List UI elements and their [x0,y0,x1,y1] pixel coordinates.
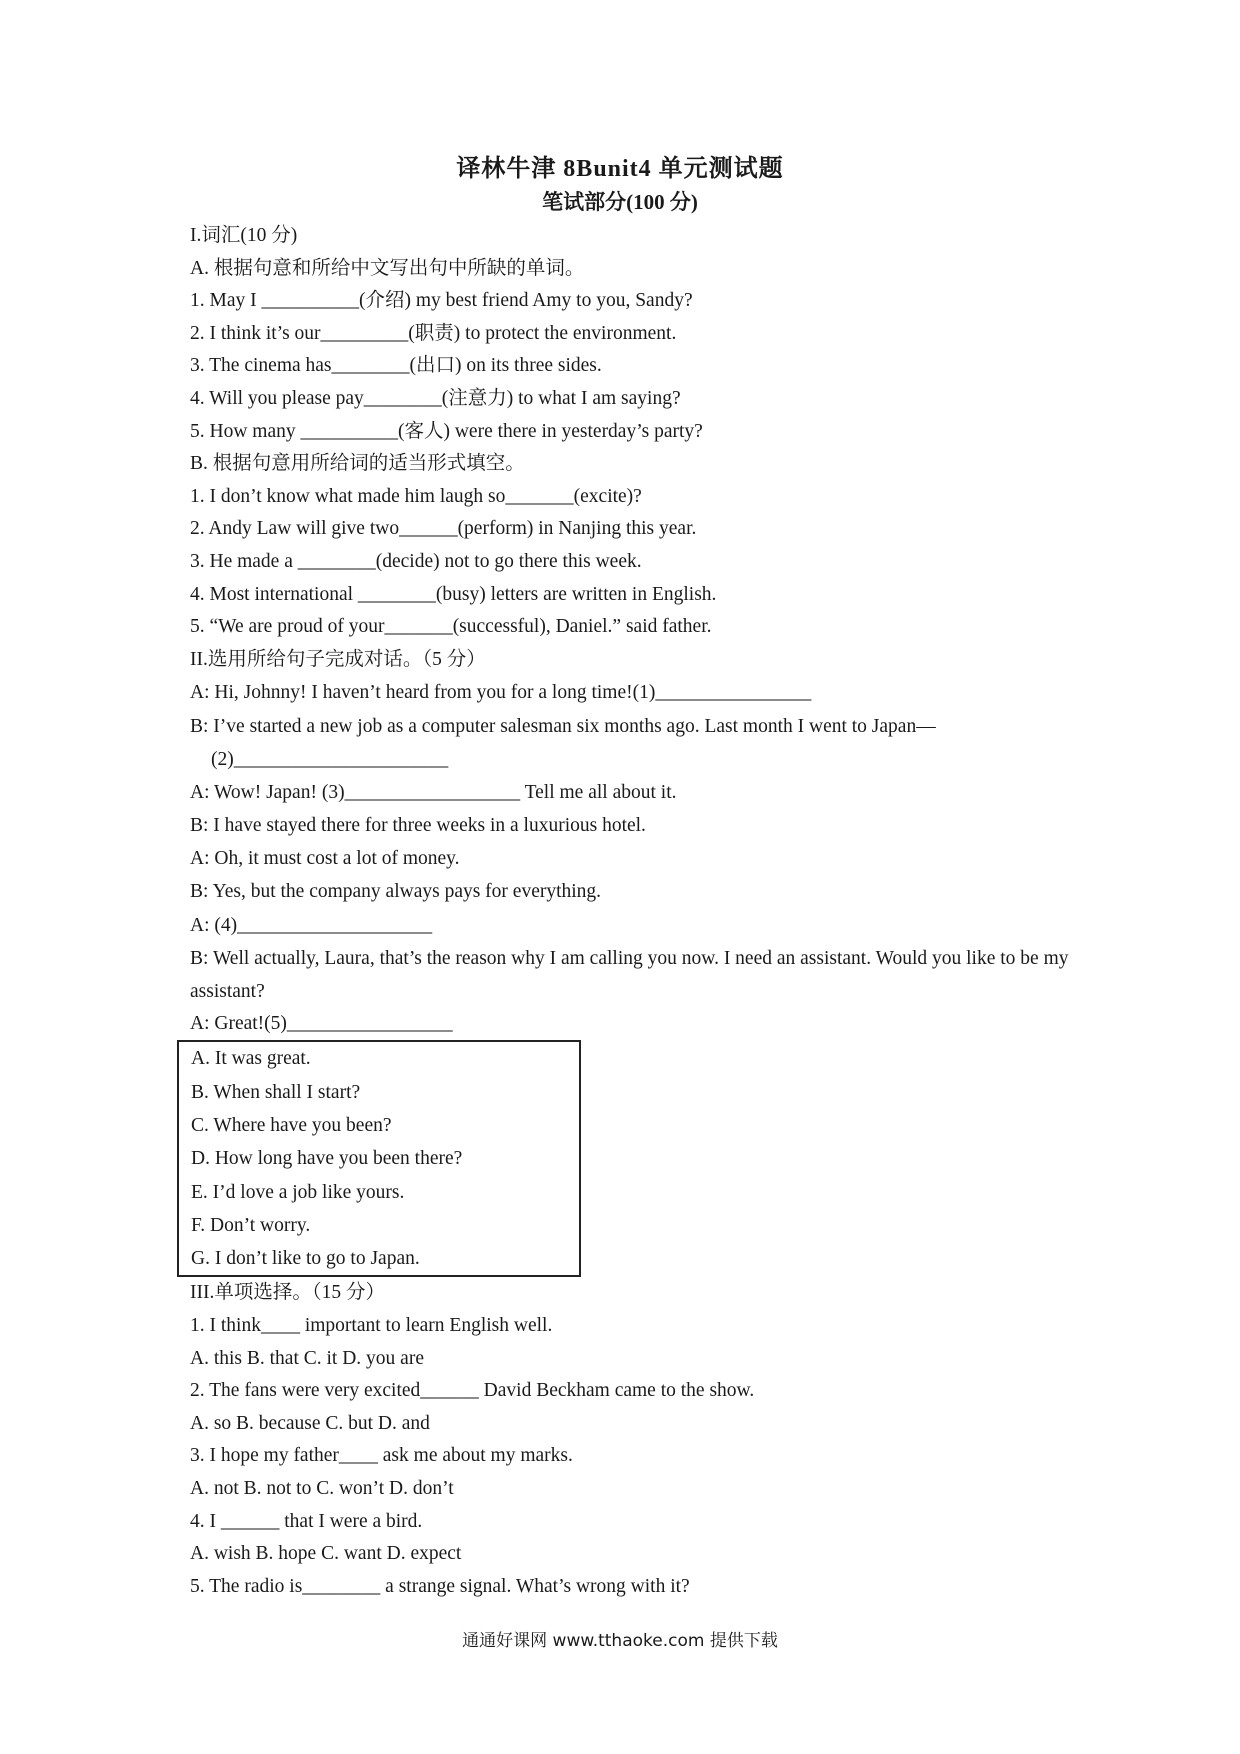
part-a-item: 4. Will you please pay________(注意力) to what I am saying? [190,387,681,409]
choices-line: A. wish B. hope C. want D. expect [190,1543,462,1565]
section-1-heading: I.词汇(10 分) [190,225,298,246]
dialogue-line: A: Hi, Johnny! I haven’t heard from you for a long time!(1)________________ [190,682,812,704]
dialogue-line: A: (4)____________________ [190,914,433,936]
part-b-item: 5. “We are proud of your_______(successful), Daniel.” said father. [190,616,712,638]
option-item: B. When shall I start? [191,1081,361,1103]
part-b-item: 4. Most international ________(busy) letters are written in English. [190,583,717,605]
dialogue-line: B: Yes, but the company always pays for everything. [190,881,602,903]
dialogue-line: A: Wow! Japan! (3)__________________ Tell me all about it. [190,781,677,803]
question-line: 3. I hope my father____ ask me about my marks. [190,1445,573,1467]
dialogue-line: (2)______________________ [211,748,449,770]
options-box [177,1040,581,1277]
part-a-item: 5. How many __________(客人) were there in yesterday’s party? [190,420,703,442]
option-item: G. I don’t like to go to Japan. [191,1248,420,1270]
option-item: E. I’d love a job like yours. [191,1181,405,1203]
part-a-item: 3. The cinema has________(出口) on its three sides. [190,355,602,377]
section-3-heading: III.单项选择。（15 分） [190,1282,385,1304]
part-a-item: 2. I think it’s our_________(职责) to protect the environment. [190,322,677,344]
part-b-item: 3. He made a ________(decide) not to go there this week. [190,550,642,572]
dialogue-line: A: Oh, it must cost a lot of money. [190,848,460,870]
section-2-heading: II.选用所给句子完成对话。（5 分） [190,648,486,670]
question-line: 4. I ______ that I were a bird. [190,1510,423,1532]
choices-line: A. so B. because C. but D. and [190,1412,430,1434]
question-line: 1. I think____ important to learn English well. [190,1315,553,1337]
dialogue-line: B: I’ve started a new job as a computer salesman six months ago. Last month I went to Japan— [190,715,936,737]
page-title: 译林牛津 8Bunit4 单元测试题 [456,156,784,182]
option-item: A. It was great. [191,1048,311,1070]
option-item: D. How long have you been there? [191,1148,463,1170]
choices-line: A. not B. not to C. won’t D. don’t [190,1478,454,1500]
question-line: 5. The radio is________ a strange signal. What’s wrong with it? [190,1575,690,1597]
option-item: F. Don’t worry. [191,1214,311,1236]
option-item: C. Where have you been? [191,1115,392,1136]
part-a-item: 1. May I __________(介绍) my best friend Amy to you, Sandy? [190,290,693,312]
dialogue-line: B: I have stayed there for three weeks in a luxurious hotel. [190,815,646,837]
part-a-heading: A. 根据句意和所给中文写出句中所缺的单词。 [190,257,585,279]
question-line: 2. The fans were very excited______ David Beckham came to the show. [190,1380,755,1402]
page-footer: 通通好课网 www.tthaoke.com 提供下载 [462,1631,778,1651]
dialogue-line: A: Great!(5)_________________ [190,1012,453,1034]
page-subtitle: 笔试部分(100 分) [542,190,698,214]
part-b-item: 1. I don’t know what made him laugh so_______(excite)? [190,485,642,507]
dialogue-line: B: Well actually, Laura, that’s the reason why I am calling you now. I need an assistant. Would you like to be my assistant? [190,947,1069,1002]
exam-content [190,220,1070,1603]
part-b-item: 2. Andy Law will give two______(perform) in Nanjing this year. [190,518,697,540]
part-b-heading: B. 根据句意用所给词的适当形式填空。 [190,453,525,475]
choices-line: A. this B. that C. it D. you are [190,1347,424,1369]
